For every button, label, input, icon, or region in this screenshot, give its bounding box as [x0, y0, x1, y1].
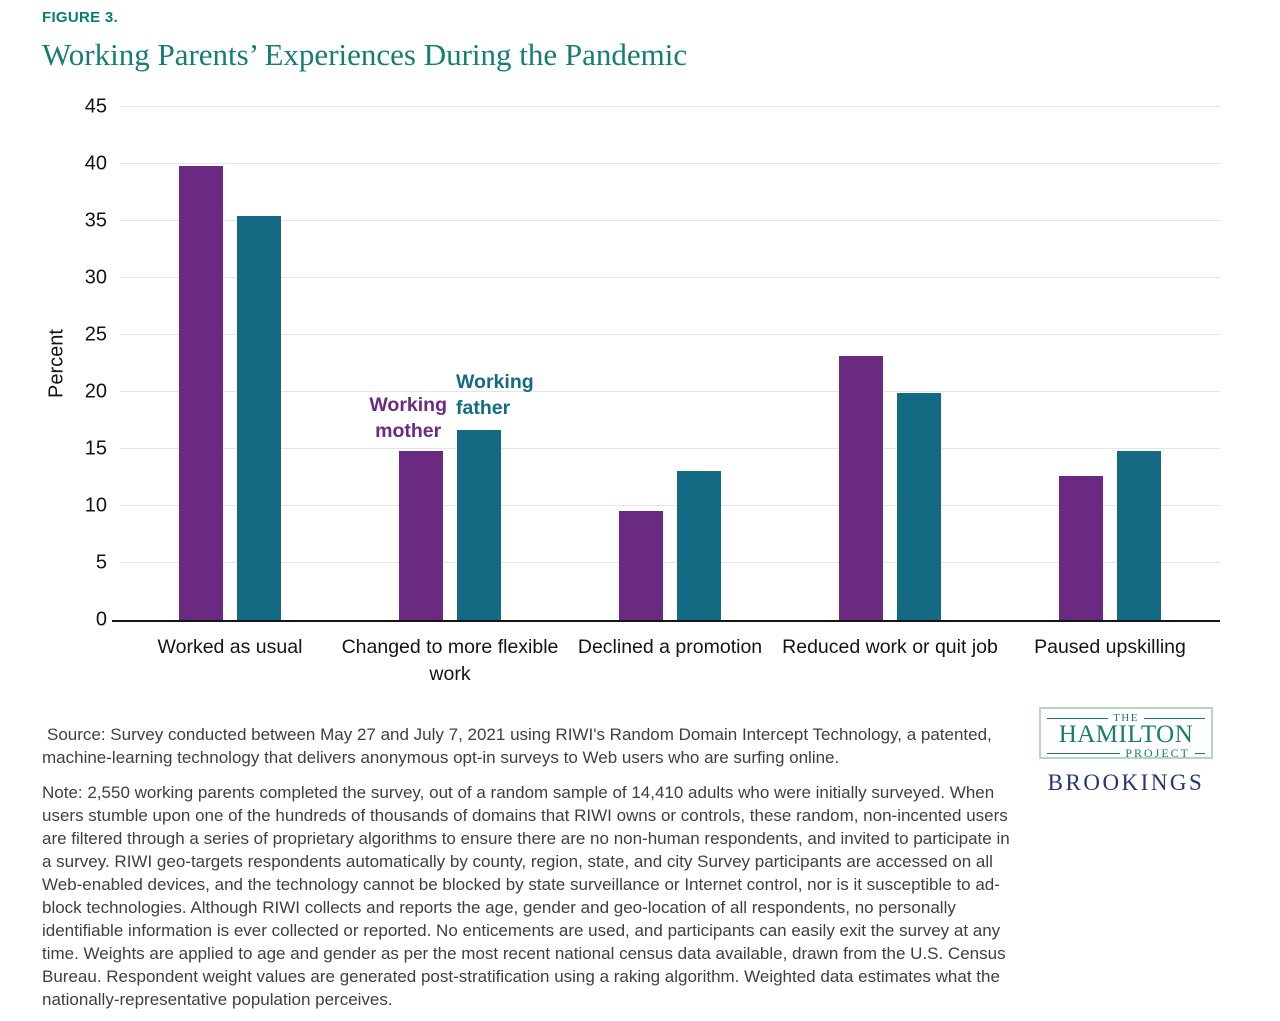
bar-mother-group-4: [839, 356, 883, 620]
logo-project-text: PROJECT: [1125, 746, 1190, 760]
logo-rule-right: [1144, 718, 1205, 719]
x-category-label-1: Worked as usual: [157, 636, 303, 658]
bar-group-1: [120, 107, 340, 620]
bar-mother-group-1: [179, 166, 223, 620]
y-tick-label-20: 20: [84, 380, 107, 403]
bar-mother-group-5: [1059, 476, 1103, 620]
figure-label: FIGURE 3.: [42, 9, 119, 26]
bar-group-4: [780, 107, 1000, 620]
bar-father-group-2: [456, 370, 534, 620]
page-title: Working Parents’ Experiences During the Pandemic: [42, 37, 688, 72]
y-tick-label-40: 40: [84, 152, 107, 175]
series-label-father: Working father: [456, 370, 534, 419]
x-axis-line: [112, 620, 1220, 622]
series-label-mother: Working mother: [369, 394, 447, 443]
bar-father-group-4: [897, 393, 941, 620]
hamilton-project-logo-box: [1039, 707, 1213, 759]
source-text: Source: Survey conducted between May 27 and July 7, 2021 using RIWI's Random Domain Intercept Technology, a patented, machine-learning technology that delivers anonymous opt-in surveys to Web users who are surfing online.: [42, 725, 992, 767]
y-tick-label-10: 10: [84, 494, 107, 517]
bar-group-2: [340, 107, 560, 620]
logo-hamilton-text: HAMILTON: [1058, 721, 1194, 748]
logo-row-project: [1047, 746, 1205, 761]
bar-mother-group-2: [369, 394, 447, 620]
logo-rule-project-left: [1047, 753, 1120, 754]
y-tick-label-30: 30: [84, 266, 107, 289]
x-category-label-2: Changed to more flexible work: [341, 636, 559, 685]
bar-mother-group-3: [619, 511, 663, 620]
note-text: Note: 2,550 working parents completed the survey, out of a random sample of 14,410 adults who were initially surveyed. When users stumble upon one of the hundreds of thousands of domains that RIWI owns or controls, these random, non-incented users are filtered through a series of proprietary algorithms to ensure there are no non-human respondents, and invited to participate in a survey. RIWI geo-targets respondents automatically by county, region, state, and city Survey participants are accessed on all Web-enabled devices, and the technology cannot be blocked by state surveillance or Internet control, nor is it susceptible to ad-block technologies. Although RIWI collects and reports the age, gender and geo-location of all respondents, no personally identifiable information is ever collected or reported. No enticements are used, and participants can easily exit the survey at any time. Weights are applied to age and gender as per the most recent national census data available, drawn from the U.S. Census Bureau. Respondent weight values are generated post-stratification using a raking algorithm. Weighted data estimates what the nationally-representative population perceives.: [42, 783, 1010, 1009]
plot-area: [84, 95, 1220, 685]
y-tick-label-15: 15: [84, 437, 107, 460]
logo-rule-left: [1047, 718, 1108, 719]
y-tick-label-5: 5: [95, 551, 107, 574]
hamilton-project-brookings-logo: [1039, 707, 1213, 796]
bar-father-group-3: [677, 471, 721, 620]
bar-group-5: [1000, 107, 1220, 620]
bar-father-group-5: [1117, 451, 1161, 620]
y-tick-label-0: 0: [95, 608, 107, 631]
logo-rule-project-right: [1195, 753, 1205, 754]
y-tick-label-45: 45: [84, 95, 107, 118]
bar-group-3: [560, 107, 780, 620]
bar-chart: [42, 90, 1228, 690]
x-category-label-4: Reduced work or quit job: [782, 636, 998, 658]
x-category-label-3: Declined a promotion: [577, 636, 763, 658]
y-tick-label-25: 25: [84, 323, 107, 346]
brookings-logo-text: BROOKINGS: [1047, 770, 1205, 795]
logo-the-text: THE: [1113, 712, 1139, 724]
bar-father-group-1: [237, 216, 281, 620]
y-axis-title: Percent: [45, 329, 68, 398]
y-tick-label-35: 35: [84, 209, 107, 232]
x-category-label-5: Paused upskilling: [1034, 636, 1186, 658]
